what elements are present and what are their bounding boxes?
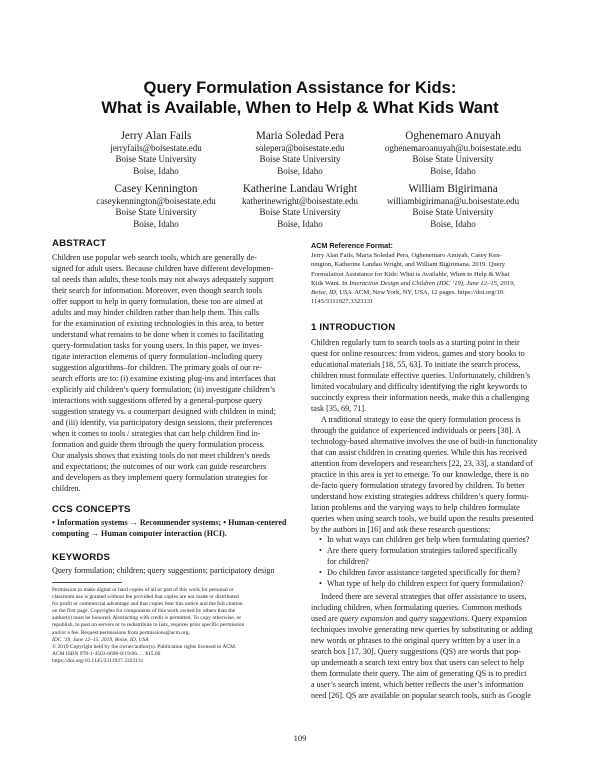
abstract-line: when it comes to tools / strategies that can help children find in-: [52, 429, 261, 439]
title-line-1: Query Formulation Assistance for Kids:: [143, 78, 457, 97]
keywords-heading: KEYWORDS: [52, 552, 111, 563]
author-name: Jerry Alan Fails: [120, 130, 192, 142]
list-item: • Do children favor assistance targeted specifically for them?: [319, 568, 521, 578]
author-email: solepera@boisestate.edu: [255, 143, 345, 153]
ccs-line: computing → Human computer interaction (HCI).: [52, 528, 227, 538]
abstract-line: search efforts are to: (i) examine existing plug-ins and interfaces that: [52, 374, 276, 384]
author-affiliation: Boise State University: [115, 154, 197, 165]
author-block: [358, 182, 548, 230]
author-email: jerryfails@boisestate.edu: [110, 143, 202, 153]
intro-line: that can assist children in creating queries. While this has received: [311, 448, 527, 458]
permission-line: republish, to post on servers or to redistribute to lists, requires prior specific permission: [52, 622, 245, 629]
list-item: • What type of help do children expect for query formulation?: [319, 579, 524, 589]
acm-ref-line: Formulation Assistance for Kids: What is Available, When to Help & What: [311, 270, 510, 278]
paper-title: [0, 78, 600, 118]
intro-line: queries when using search tools, we build upon the results presented: [311, 514, 534, 524]
bullet-text: for children?: [327, 557, 369, 567]
intro-line: through the guidance of experienced individuals or peers [38]. A: [311, 426, 521, 436]
title-line-2: What is Available, When to Help & What Kids Want: [101, 98, 499, 117]
intro-paragraph: [311, 414, 551, 535]
abstract-line: for the examination of existing technologies in this area, to better: [52, 319, 264, 329]
permission-line: author(s) must be honored. Abstracting with credit is permitted. To copy otherwise, or: [52, 615, 242, 622]
acm-ref-line: nington, Katherine Landau Wright, and William Bigirimana. 2019. Query: [311, 261, 506, 269]
keywords-text: Query formulation; children; query suggestions; participatory design: [52, 566, 275, 575]
abstract-line: Our analysis shows that existing tools do not meet children’s needs: [52, 451, 270, 461]
permission-line: IDC ’19, June 12–15, 2019, Boise, ID, USA: [52, 636, 149, 643]
abstract-line: suggestion algorithms–for children. The primary goals of our re-: [52, 363, 262, 373]
permission-line: classroom use is granted without fee provided that copies are not made or distributed: [52, 594, 239, 601]
bullet-text: What type of help do children expect for query formulation?: [327, 579, 524, 589]
list-item-continuation: [311, 556, 551, 567]
author-affiliation: Boise State University: [412, 154, 494, 165]
author-affiliation: Boise State University: [412, 207, 494, 218]
intro-line: lation problems and the varying ways to help children formulate: [311, 503, 520, 513]
intro-line: attention from developers and researchers [22, 23, 33], a standard of: [311, 459, 533, 469]
abstract-line: offer support to help in query formulation, these too are aimed at: [52, 297, 263, 307]
bullet-text: Do children favor assistance targeted specifically for them?: [327, 568, 521, 578]
author-email: katherinewright@boisestate.edu: [241, 196, 358, 206]
author-name: Oghenemaro Anuyah: [405, 130, 501, 142]
author-location: Boise, Idaho: [133, 218, 179, 229]
list-item: • Are there query formulation strategies tailored specifically: [319, 546, 518, 556]
author-affiliation: Boise State University: [259, 207, 341, 218]
bullet-text: In what ways can children get help when formulating queries?: [327, 535, 530, 544]
permission-line: ACM ISBN 978-1-4503-6690-8/19/06. . . $15.00: [52, 650, 161, 657]
acm-reference: [311, 251, 551, 307]
permission-line: Permission to make digital or hard copies of all or part of this work for personal or: [52, 587, 234, 593]
abstract-line: and expectations; the outcomes of our work can guide researchers: [52, 462, 267, 472]
intro-line: Children regularly turn to search tools as a starting point in their: [311, 338, 520, 347]
permission-line: for profit or commercial advantage and that copies bear this notice and the full citation: [52, 601, 243, 608]
intro-line: a user’s search intent, which better reflects the user’s information: [311, 680, 524, 690]
intro-line: A traditional strategy to ease the query formulation process is: [321, 415, 521, 424]
author-block: [358, 129, 548, 177]
abstract-line: adults and may hinder children rather than help them. This calls: [52, 308, 260, 318]
intro-line: new words or phrases to the original query written by a user in a: [311, 636, 521, 646]
intro-line: understand how existing strategies address children’s query formu-: [311, 492, 529, 502]
ccs-heading: CCS CONCEPTS: [52, 504, 131, 515]
intro-line: up underneath a search text entry box that users can select to help: [311, 658, 524, 668]
permission-line: and/or a fee. Request permissions from permissions@acm.org.: [52, 629, 191, 636]
abstract-line: signed for adult users. Because children have different developmen-: [52, 264, 274, 274]
author-affiliation: Boise State University: [259, 154, 341, 165]
intro-line: need [26]. QS are available on popular search tools, such as Google: [311, 691, 531, 701]
abstract-line: tigate interaction elements of query formulation–including query: [52, 352, 263, 362]
acm-ref-line: 1145/3311927.3323131: [311, 298, 374, 306]
abstract-line: children.: [52, 484, 81, 494]
intro-paragraph: [311, 337, 551, 414]
acm-ref-line: Boise, ID, USA. ACM, New York, NY, USA, 12 pages. https://doi.org/10.: [311, 289, 505, 297]
intro-line: quest for online resources: from videos, games and story books to: [311, 349, 525, 359]
intro-heading: 1 INTRODUCTION: [311, 322, 396, 333]
intro-line: task [35, 69, 71].: [311, 404, 367, 414]
abstract-line: query-formulation tasks for young users. In this paper, we inves-: [52, 341, 263, 351]
author-email: williambigirimana@u.boisestate.edu: [386, 196, 520, 206]
abstract-line: tal needs than adults, these tools may not always adequately support: [52, 275, 274, 285]
permission-line: on the first page. Copyrights for components of this work owned by others than the: [52, 608, 236, 615]
author-name: William Bigirimana: [408, 183, 498, 195]
author-email: oghenemaroanuyah@u.boisestate.edu: [384, 143, 522, 153]
intro-line: used are query expansion and query suggestions. Query expansion: [311, 614, 527, 624]
author-name: Maria Soledad Pera: [255, 130, 345, 142]
permission-notice: [52, 587, 292, 665]
permission-line: © 2019 Copyright held by the owner/author(s). Publication rights licensed to ACM.: [52, 643, 237, 650]
intro-line: practice in this area is yet to emerge. To our knowledge, there is no: [311, 470, 529, 480]
permission-line: https://doi.org/10.1145/3311927.3323131: [52, 657, 144, 664]
intro-line: de-facto query formulation strategy favored by children. To better: [311, 481, 525, 491]
author-location: Boise, Idaho: [430, 218, 476, 229]
intro-line: children must formulate effective queries. Unfortunately, children’s: [311, 371, 531, 381]
abstract-heading: ABSTRACT: [52, 238, 107, 249]
abstract-line: formation and guide them through the query formulation process.: [52, 440, 265, 450]
abstract-line: Children use popular web search tools, which are generally de-: [52, 253, 257, 262]
abstract-line: suggestion strategy vs. a counterpart designed with children in mind;: [52, 407, 276, 417]
intro-line: them formulate their query. The aim of generating QS is to predict: [311, 669, 527, 679]
acm-ref-line: Jerry Alan Fails, Maria Soledad Pera, Oghenemaro Anuyah, Casey Ken-: [311, 252, 502, 259]
author-location: Boise, Idaho: [277, 165, 323, 176]
abstract-line: and developers as they implement query formulation strategies for: [52, 473, 268, 483]
ccs-concepts: [52, 518, 297, 539]
acm-ref-line: Kids Want. In Interaction Design and Children (IDC ’19), June 12–15, 2019,: [311, 279, 516, 287]
author-email: caseykennington@boisestate.edu: [96, 196, 216, 206]
abstract-line: interactions with suggestions offered by a general-purpose query: [52, 396, 263, 406]
author-location: Boise, Idaho: [430, 165, 476, 176]
intro-line: succinctly express their information needs, make this a challenging: [311, 393, 530, 403]
list-item: • In what ways can children get help when formulating queries?: [319, 535, 530, 544]
author-name: Casey Kennington: [114, 183, 198, 195]
abstract-line: explicitly aid children’s query formulation; (ii) investigate children’s: [52, 385, 276, 395]
intro-paragraph: [311, 591, 551, 701]
author-affiliation: Boise State University: [115, 207, 197, 218]
research-questions: [311, 534, 551, 589]
abstract-line: understand what remains to be done when it comes to facilitating: [52, 330, 264, 340]
footnote-divider: [52, 582, 122, 583]
abstract-line: their search for information. Moreover, even though search tools: [52, 286, 262, 296]
intro-line: technology-based alternative involves the use of built-in functionality: [311, 437, 538, 447]
intro-line: search box [17, 30]. Query suggestions (QS) are words that pop-: [311, 647, 521, 657]
ccs-line: • Information systems → Recommender systems; • Human-centered: [52, 518, 287, 527]
intro-line: by the authors in [16] and ask these research questions:: [311, 525, 491, 535]
intro-line: Indeed there are several strategies that offer assistance to users,: [321, 592, 527, 601]
bullet-text: Are there query formulation strategies tailored specifically: [327, 546, 518, 556]
author-location: Boise, Idaho: [133, 165, 179, 176]
abstract-body: [52, 252, 292, 494]
abstract-line: and (iii) identify, via participatory design sessions, their preferences: [52, 418, 273, 428]
author-location: Boise, Idaho: [277, 218, 323, 229]
author-name: Katherine Landau Wright: [242, 183, 358, 195]
acm-ref-heading: ACM Reference Format:: [311, 241, 393, 250]
intro-line: limited vocabulary and difficulty identifying the right keywords to: [311, 382, 528, 392]
intro-line: techniques involve generating new queries by substituting or adding: [311, 625, 533, 635]
intro-line: educational materials [18, 55, 63]. To initiate the search process,: [311, 360, 521, 370]
intro-line: including children, when formulating queries. Common methods: [311, 603, 522, 613]
page-number: 109: [293, 733, 307, 743]
